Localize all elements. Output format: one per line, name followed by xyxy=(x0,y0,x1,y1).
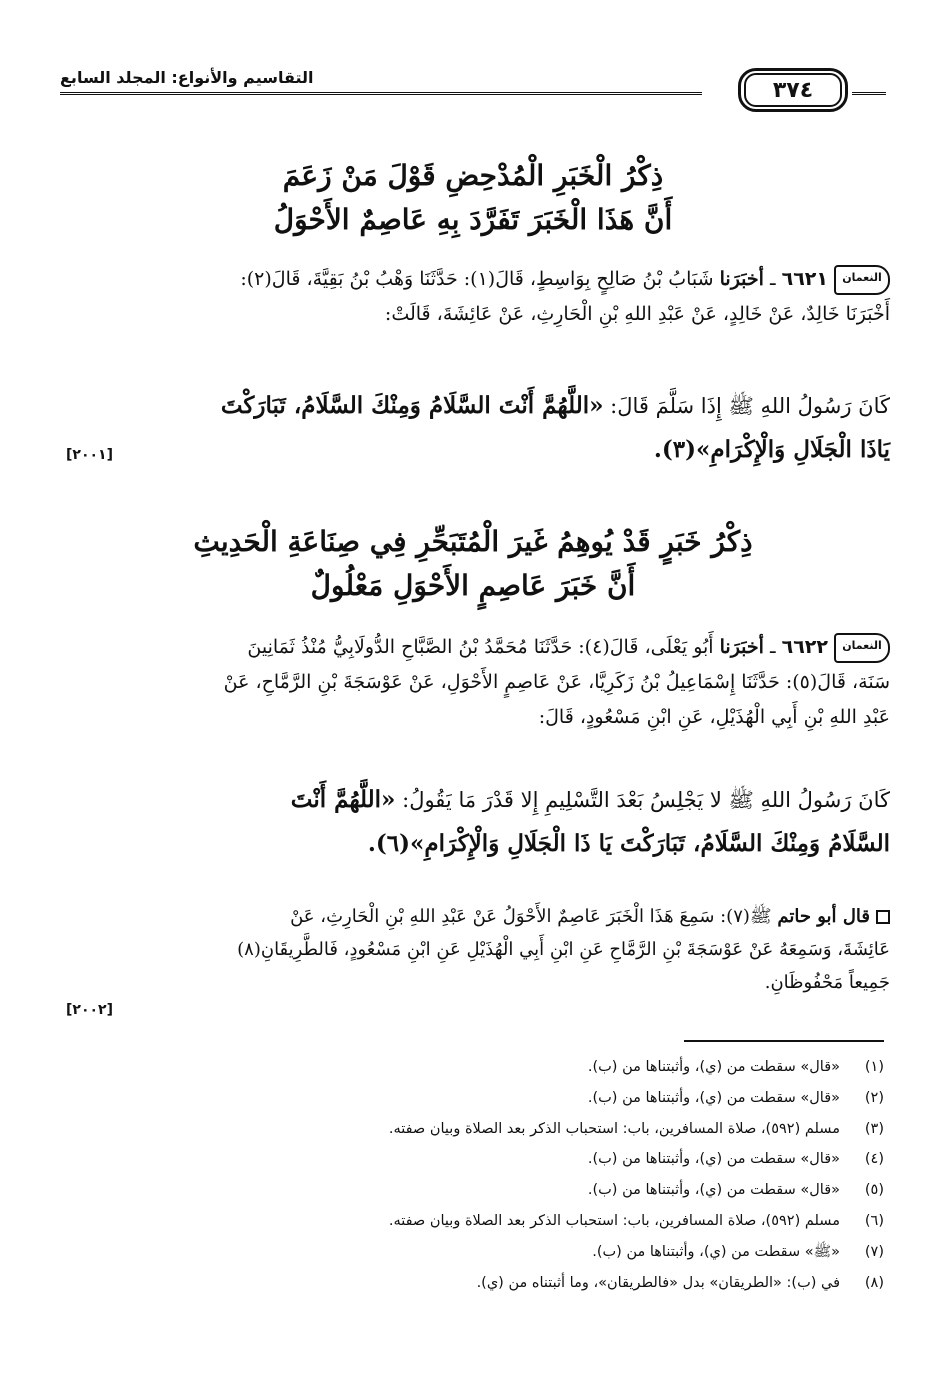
chapter-heading-2 xyxy=(60,520,886,608)
footnote-6-text: مسلم (٥٩٢)، صلاة المسافرين، باب: استحباب الذكر بعد الصلاة وبيان صفته. xyxy=(388,1212,840,1229)
footnote-7-number: (٧) xyxy=(864,1243,884,1260)
hadith-6622-akhbarana: أخبَرَنا xyxy=(719,636,764,658)
hadith-6622-matn-line-1 xyxy=(60,778,890,822)
square-bullet-icon xyxy=(876,910,890,924)
footnote-1-number: (١) xyxy=(864,1059,884,1075)
footnotes xyxy=(64,1052,884,1298)
footnote-5-text: «قال» سقطت من (ي)، وأثبتناها من (ب). xyxy=(587,1182,840,1199)
hadith-6622-matn-line-1-quote: «اللَّهُمَّ أَنْتَ xyxy=(290,786,396,813)
footnote-7-text: «ﷺ» سقطت من (ي)، وأثبتناها من (ب). xyxy=(592,1243,840,1260)
hadith-6621-matn-line-1-plain: كَانَ رَسُولُ اللهِ ﷺ إِذَا سَلَّمَ قَالَ: xyxy=(603,394,890,418)
hadith-6621-number: ٦٦٢١ xyxy=(781,268,828,290)
header-rule-left xyxy=(60,92,702,95)
hadith-6621-dash: ـ xyxy=(763,268,782,290)
chapter-heading-1-line-2: أَنَّ هَذَا الْخَبَرَ تَفَرَّدَ بِهِ عَاصِمٌ الأَحْوَلُ xyxy=(273,203,673,236)
page-number-frame xyxy=(738,68,848,112)
footnote-separator xyxy=(684,1040,884,1042)
hadith-6621-matn xyxy=(60,384,890,472)
hadith-6622-isnad-line-1 xyxy=(60,630,890,665)
hadith-6622-matn-line-2: السَّلَامُ وَمِنْكَ السَّلَامُ، تَبَارَكْتَ يَا ذَا الْجَلَالِ وَالْإِكْرَامِ»(٦). xyxy=(367,830,890,857)
abu-hatim-comment-line-3: جَمِيعاً مَحْفُوظَانِ. xyxy=(764,972,890,993)
footnote-8-text: في (ب): «الطريقان» بدل «فالطريقان»، وما أثبتناه من (ي). xyxy=(476,1274,840,1291)
footnote-3 xyxy=(64,1114,884,1145)
hadith-6621-isnad-line-1 xyxy=(60,262,890,297)
header-rule-right xyxy=(852,92,886,95)
hadith-6622-reference: [٢٠٠٢] xyxy=(66,1002,113,1018)
hadith-6621-matn-line-1-quote: «اللَّهُمَّ أَنْتَ السَّلَامُ وَمِنْكَ السَّلَامُ، تَبَارَكْتَ xyxy=(220,392,604,419)
hadith-6622-isnad-line-2: سَنَة، قَالَ(٥): حَدَّثَنَا إِسْمَاعِيلُ بْنُ زَكَرِيَّا، عَنْ عَاصِمٍ الأَحْوَلِ، عَنْ عَوْسَجَةَ بْنِ الرَّمَّاحِ، عَنْ xyxy=(223,671,890,693)
hadith-6622-number: ٦٦٢٢ xyxy=(781,636,828,658)
footnote-4-number: (٤) xyxy=(864,1151,884,1168)
hadith-6621-isnad-line-2: أَخْبَرَنَا خَالِدٌ، عَنْ خَالِدٍ، عَنْ عَبْدِ اللهِ بْنِ الْحَارِثِ، عَنْ عَائِشَةَ، قَالَتْ: xyxy=(384,303,890,325)
hadith-6622-dash: ـ xyxy=(763,636,782,658)
hadith-6621-reference: [٢٠٠١] xyxy=(66,447,113,463)
hadith-6621-matn-line-2: يَاذَا الْجَلَالِ وَالْإِكْرَامِ»(٣). xyxy=(653,436,890,463)
footnote-3-number: (٣) xyxy=(864,1120,884,1137)
hadith-6621-isnad xyxy=(60,262,890,332)
hadith-6622-isnad-line-3: عَبْدِ اللهِ بْنِ أَبِي الْهُذَيْلِ، عَنِ ابْنِ مَسْعُودٍ، قَالَ: xyxy=(538,706,890,728)
footnote-6 xyxy=(64,1206,884,1237)
abu-hatim-comment-line-1-rest: ﷺ(٧): سَمِعَ هَذَا الْخَبَرَ عَاصِمٌ الأَحْوَلُ عَنْ عَبْدِ اللهِ بْنِ الْحَارِثِ، عَنْ xyxy=(290,906,778,927)
chapter-heading-1-line-1: ذِكْرُ الْخَبَرِ الْمُدْحِضِ قَوْلَ مَنْ زَعَمَ xyxy=(282,159,664,192)
abu-hatim-comment xyxy=(60,900,890,999)
hadith-6622-matn-line-1-plain: كَانَ رَسُولُ اللهِ ﷺ لا يَجْلِسُ بَعْدَ التَّسْلِيمِ إِلا قَدْرَ مَا يَقُولُ: xyxy=(395,788,890,812)
hadith-6622-badge: النعمان xyxy=(834,633,890,663)
footnote-2-text: «قال» سقطت من (ي)، وأثبتناها من (ب). xyxy=(587,1089,840,1106)
footnote-1 xyxy=(64,1052,884,1083)
abu-hatim-comment-line-1 xyxy=(60,900,890,933)
page-number: ٣٧٤ xyxy=(744,73,842,107)
page-header xyxy=(60,66,886,116)
hadith-6621-matn-line-1 xyxy=(60,384,890,428)
abu-hatim-label: قال أبو حاتم xyxy=(777,906,870,927)
hadith-6621-badge: النعمان xyxy=(834,265,890,295)
footnote-4-text: «قال» سقطت من (ي)، وأثبتناها من (ب). xyxy=(587,1151,840,1168)
hadith-6621-isnad-line-1-rest: شَبَابُ بْنُ صَالِحٍ بِوَاسِطٍ، قَالَ(١): حَدَّثَنَا وَهْبُ بْنُ بَقِيَّةَ، قَالَ(٢): xyxy=(240,268,720,290)
footnote-5-number: (٥) xyxy=(864,1182,884,1199)
footnote-5 xyxy=(64,1175,884,1206)
footnote-8-number: (٨) xyxy=(864,1274,884,1291)
footnote-2-number: (٢) xyxy=(864,1089,884,1106)
chapter-heading-1 xyxy=(60,154,886,242)
footnote-1-text: «قال» سقطت من (ي)، وأثبتناها من (ب). xyxy=(587,1059,840,1075)
abu-hatim-comment-line-2: عَائِشَةَ، وَسَمِعَهُ عَنْ عَوْسَجَةَ بْنِ الرَّمَّاحِ عَنِ ابْنِ أَبِي الْهُذَيْلِ عَنِ ابْنِ مَسْعُودٍ، فَالطَّرِيقَانِ(٨) xyxy=(237,939,890,960)
footnote-2 xyxy=(64,1083,884,1114)
chapter-heading-2-line-1: ذِكْرُ خَبَرٍ قَدْ يُوهِمُ غَيرَ الْمُتَبَحِّرِ فِي صِنَاعَةِ الْحَدِيثِ xyxy=(193,525,753,558)
footnote-3-text: مسلم (٥٩٢)، صلاة المسافرين، باب: استحباب الذكر بعد الصلاة وبيان صفته. xyxy=(388,1120,840,1137)
hadith-6622-matn xyxy=(60,778,890,866)
footnote-7 xyxy=(64,1237,884,1268)
hadith-6621-akhbarana: أخبَرَنا xyxy=(719,268,764,290)
footnote-8 xyxy=(64,1268,884,1299)
footnote-4 xyxy=(64,1144,884,1175)
running-title: التقاسيم والأنواع: المجلد السابع xyxy=(60,68,314,87)
footnote-6-number: (٦) xyxy=(864,1212,884,1229)
hadith-6622-isnad xyxy=(60,630,890,735)
chapter-heading-2-line-2: أَنَّ خَبَرَ عَاصِمٍ الأَحْوَلِ مَعْلُولٌ xyxy=(310,569,636,602)
hadith-6622-isnad-line-1-rest: أَبُو يَعْلَى، قَالَ(٤): حَدَّثَنَا مُحَمَّدُ بْنُ الصَّبَّاحِ الدُّولَابِيُّ مُنْذُ ثَمَانِينَ xyxy=(247,636,720,658)
